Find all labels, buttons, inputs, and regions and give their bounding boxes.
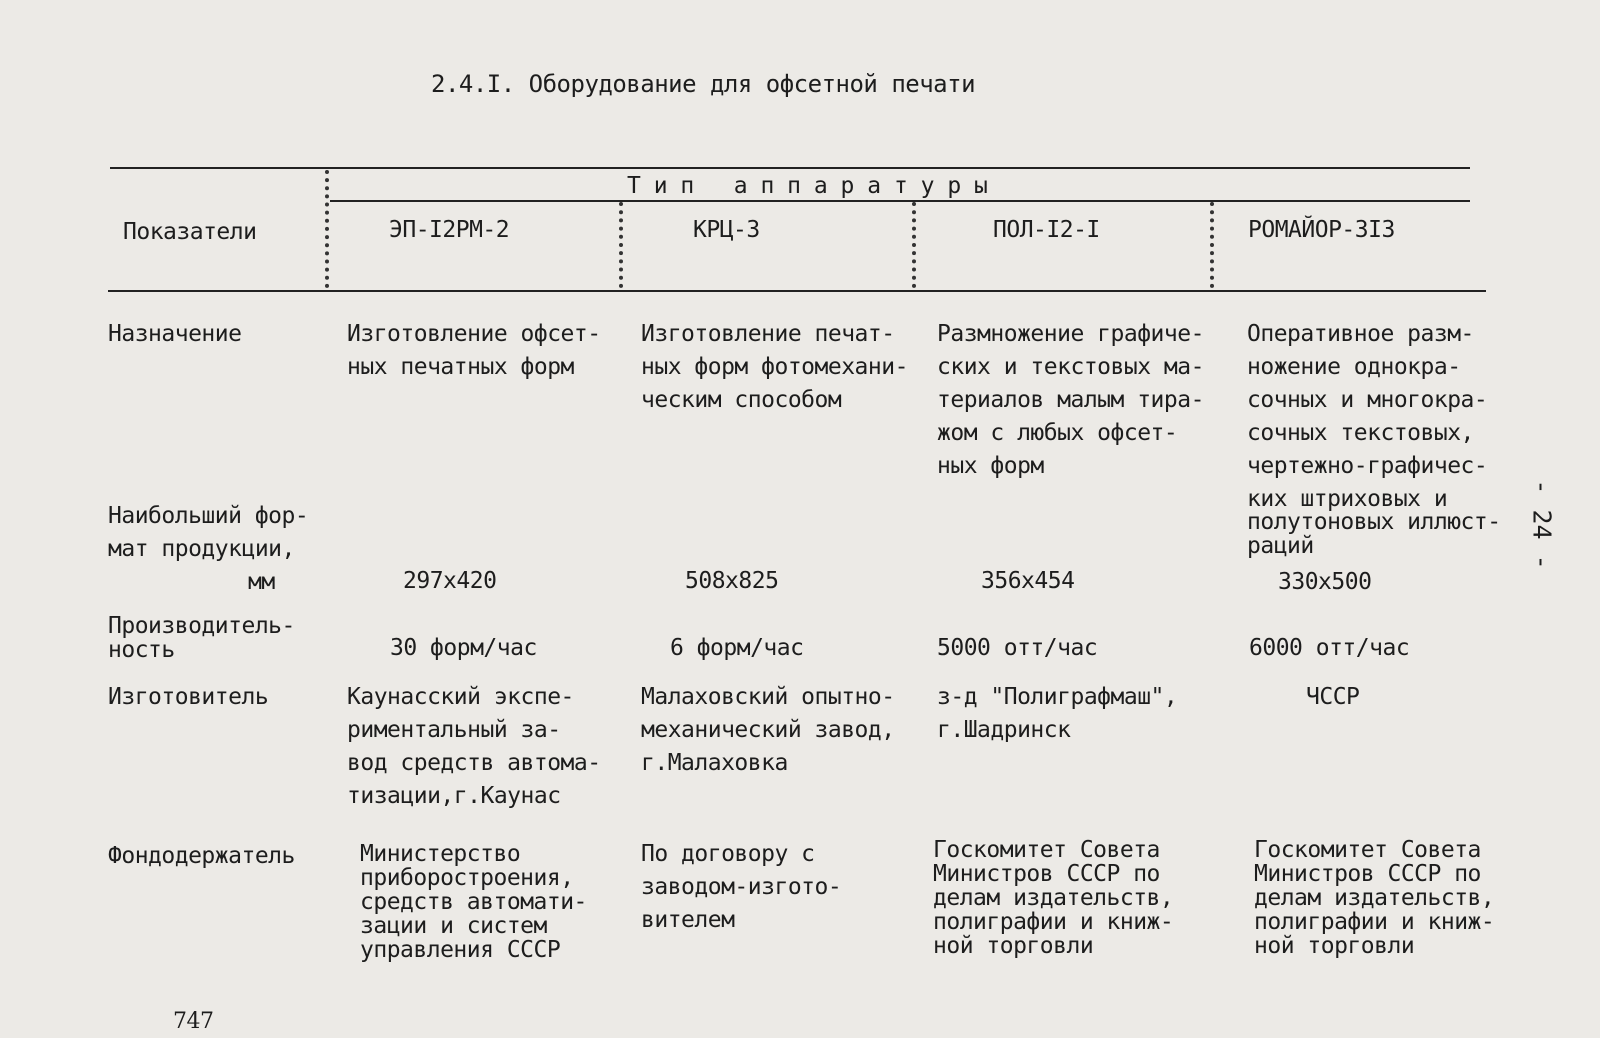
table-top-rule [110,167,1470,169]
row-label-productivity: Производитель- ность [108,613,295,663]
indicator-header: Показатели [123,219,257,245]
header-bottom-rule [108,290,1486,292]
cell-productivity-4: 6000 отт/час [1249,635,1410,661]
column-header-2: КРЦ-3 [693,217,760,243]
row-label-manufacturer: Изготовитель [108,684,269,710]
footer-number: 747 [173,1009,214,1034]
cell-purpose-3: Размножение графиче- ских и текстовых ма- териалов малым тира- жом с любых офсет- ных форм [937,321,1204,479]
cell-productivity-3: 5000 отт/час [937,635,1098,661]
cell-productivity-2: 6 форм/час [670,635,804,661]
cell-format-1: 297х420 [403,568,497,594]
group-header: Т и п а п п а р а т у р ы [627,173,988,199]
cell-holder-2: По договору с заводом-изгото- вителем [641,841,842,933]
document-title: 2.4.I. Оборудование для офсетной печати [431,70,976,98]
column-header-3: ПОЛ-I2-I [993,217,1100,243]
row-label-format-unit: мм [248,569,275,595]
cell-holder-4: Госкомитет Совета Министров СССР по делам издательств, полиграфии и книж- ной торговли [1254,837,1495,959]
cell-manufacturer-4: ЧССР [1306,684,1360,710]
cell-productivity-1: 30 форм/час [390,635,537,661]
column-separator [325,170,329,288]
column-separator [619,202,623,288]
cell-format-3: 356х454 [981,568,1075,594]
cell-purpose-4: Оперативное разм- ножение однокра- сочных и многокра- сочных текстовых, чертежно-графичес- ких штриховых и [1247,321,1488,512]
cell-format-4: 330х500 [1278,569,1372,595]
column-separator [1210,202,1214,288]
cell-purpose-1: Изготовление офсет- ных печатных форм [347,321,601,380]
page-number: - 24 - [1527,479,1557,570]
cell-purpose-2: Изготовление печат- ных форм фотомехани- ческим способом [641,321,908,413]
cell-manufacturer-3: з-д "Полиграфмаш", г.Шадринск [937,684,1178,743]
cell-purpose-4-tail: полутоновых иллюст- раций [1247,509,1501,559]
column-header-4: РОМАЙОР-3I3 [1248,217,1395,243]
cell-format-2: 508х825 [685,568,779,594]
cell-holder-1: Министерство приборостроения, средств автомати- зации и систем управления СССР [360,841,587,963]
cell-holder-3: Госкомитет Совета Министров СССР по делам издательств, полиграфии и книж- ной торговли [933,837,1174,959]
row-label-holder: Фондодержатель [108,843,295,869]
row-label-purpose: Назначение [108,321,242,347]
column-separator [912,202,916,288]
cell-manufacturer-1: Каунасский экспе- риментальный за- вод средств автома- тизации,г.Каунас [347,684,601,809]
column-header-1: ЭП-I2PM-2 [389,217,510,243]
row-label-format: Наибольший фор- мат продукции, [108,503,309,562]
cell-manufacturer-2: Малаховский опытно- механический завод, г.Малаховка [641,684,895,776]
